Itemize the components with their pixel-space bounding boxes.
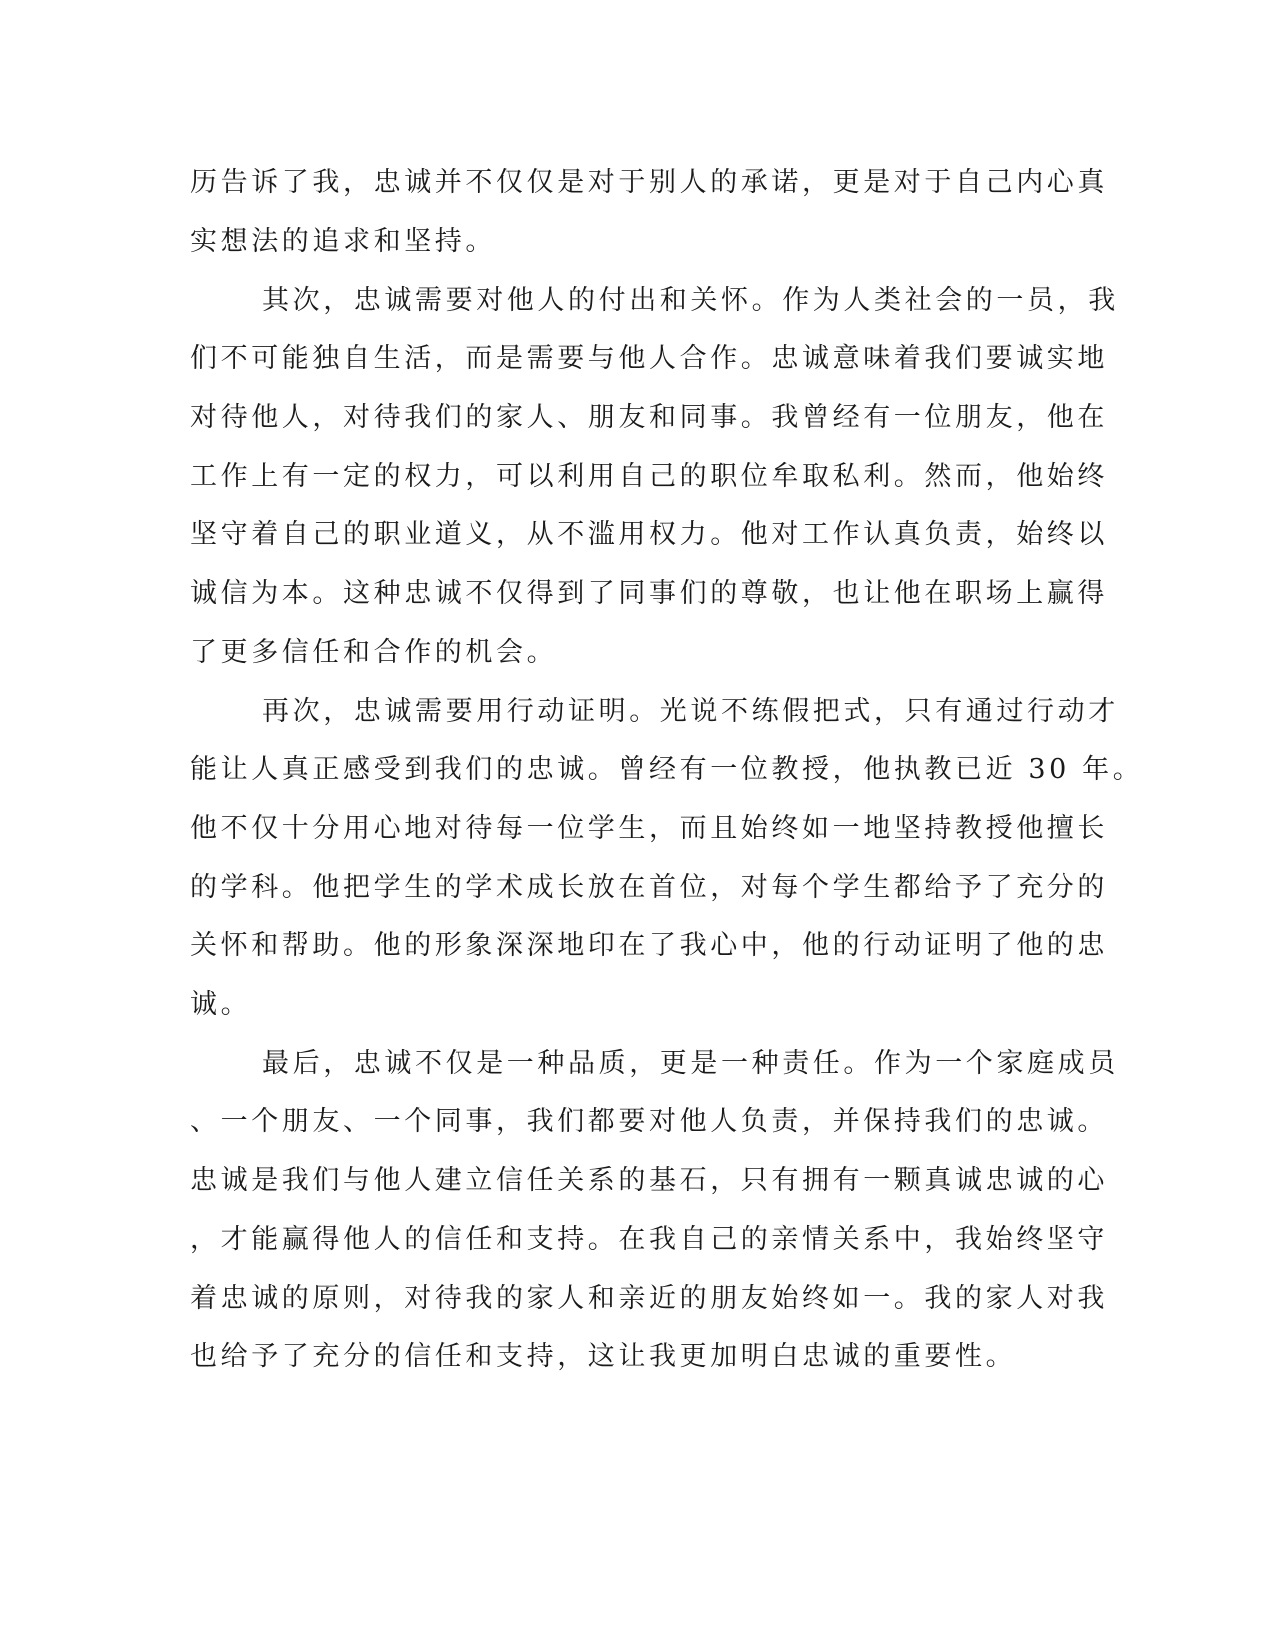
text-line-13: 的学科。他把学生的学术成长放在首位，对每个学生都给予了充分的 [190, 872, 1108, 903]
paragraph-start-line: 其次，忠诚需要对他人的付出和关怀。作为人类社会的一员，我 [262, 285, 1119, 316]
text-line-21: 也给予了充分的信任和支持，这让我更加明白忠诚的重要性。 [190, 1341, 1017, 1372]
text-line-12: 他不仅十分用心地对待每一位学生，而且始终如一地坚持教授他擅长 [190, 813, 1108, 844]
text-line-4: 们不可能独自生活，而是需要与他人合作。忠诚意味着我们要诚实地 [190, 343, 1108, 374]
text-line-5: 对待他人，对待我们的家人、朋友和同事。我曾经有一位朋友，他在 [190, 402, 1108, 433]
text-line-17: 、一个朋友、一个同事，我们都要对他人负责，并保持我们的忠诚。 [190, 1106, 1108, 1137]
text-line-18: 忠诚是我们与他人建立信任关系的基石，只有拥有一颗真诚忠诚的心 [190, 1165, 1108, 1196]
text-line-8: 诚信为本。这种忠诚不仅得到了同事们的尊敬，也让他在职场上赢得 [190, 578, 1108, 609]
text-line-9: 了更多信任和合作的机会。 [190, 637, 558, 668]
text-line-20: 着忠诚的原则，对待我的家人和亲近的朋友始终如一。我的家人对我 [190, 1283, 1108, 1314]
text-line-6: 工作上有一定的权力，可以利用自己的职位牟取私利。然而，他始终 [190, 461, 1108, 492]
paragraph-start-line: 最后，忠诚不仅是一种品质，更是一种责任。作为一个家庭成员 [262, 1048, 1119, 1079]
text-line-7: 坚守着自己的职业道义，从不滥用权力。他对工作认真负责，始终以 [190, 519, 1108, 550]
paragraph-start-line: 再次，忠诚需要用行动证明。光说不练假把式，只有通过行动才 [262, 696, 1119, 727]
text-line-2: 实想法的追求和坚持。 [190, 226, 496, 257]
text-line-19: ，才能赢得他人的信任和支持。在我自己的亲情关系中，我始终坚守 [190, 1224, 1108, 1255]
text-line-11: 能让人真正感受到我们的忠诚。曾经有一位教授，他执教已近 30 年。 [190, 754, 1144, 785]
text-line-14: 关怀和帮助。他的形象深深地印在了我心中，他的行动证明了他的忠 [190, 930, 1108, 961]
text-line-1: 历告诉了我，忠诚并不仅仅是对于别人的承诺，更是对于自己内心真 [190, 167, 1108, 198]
text-line-15: 诚。 [190, 989, 252, 1020]
